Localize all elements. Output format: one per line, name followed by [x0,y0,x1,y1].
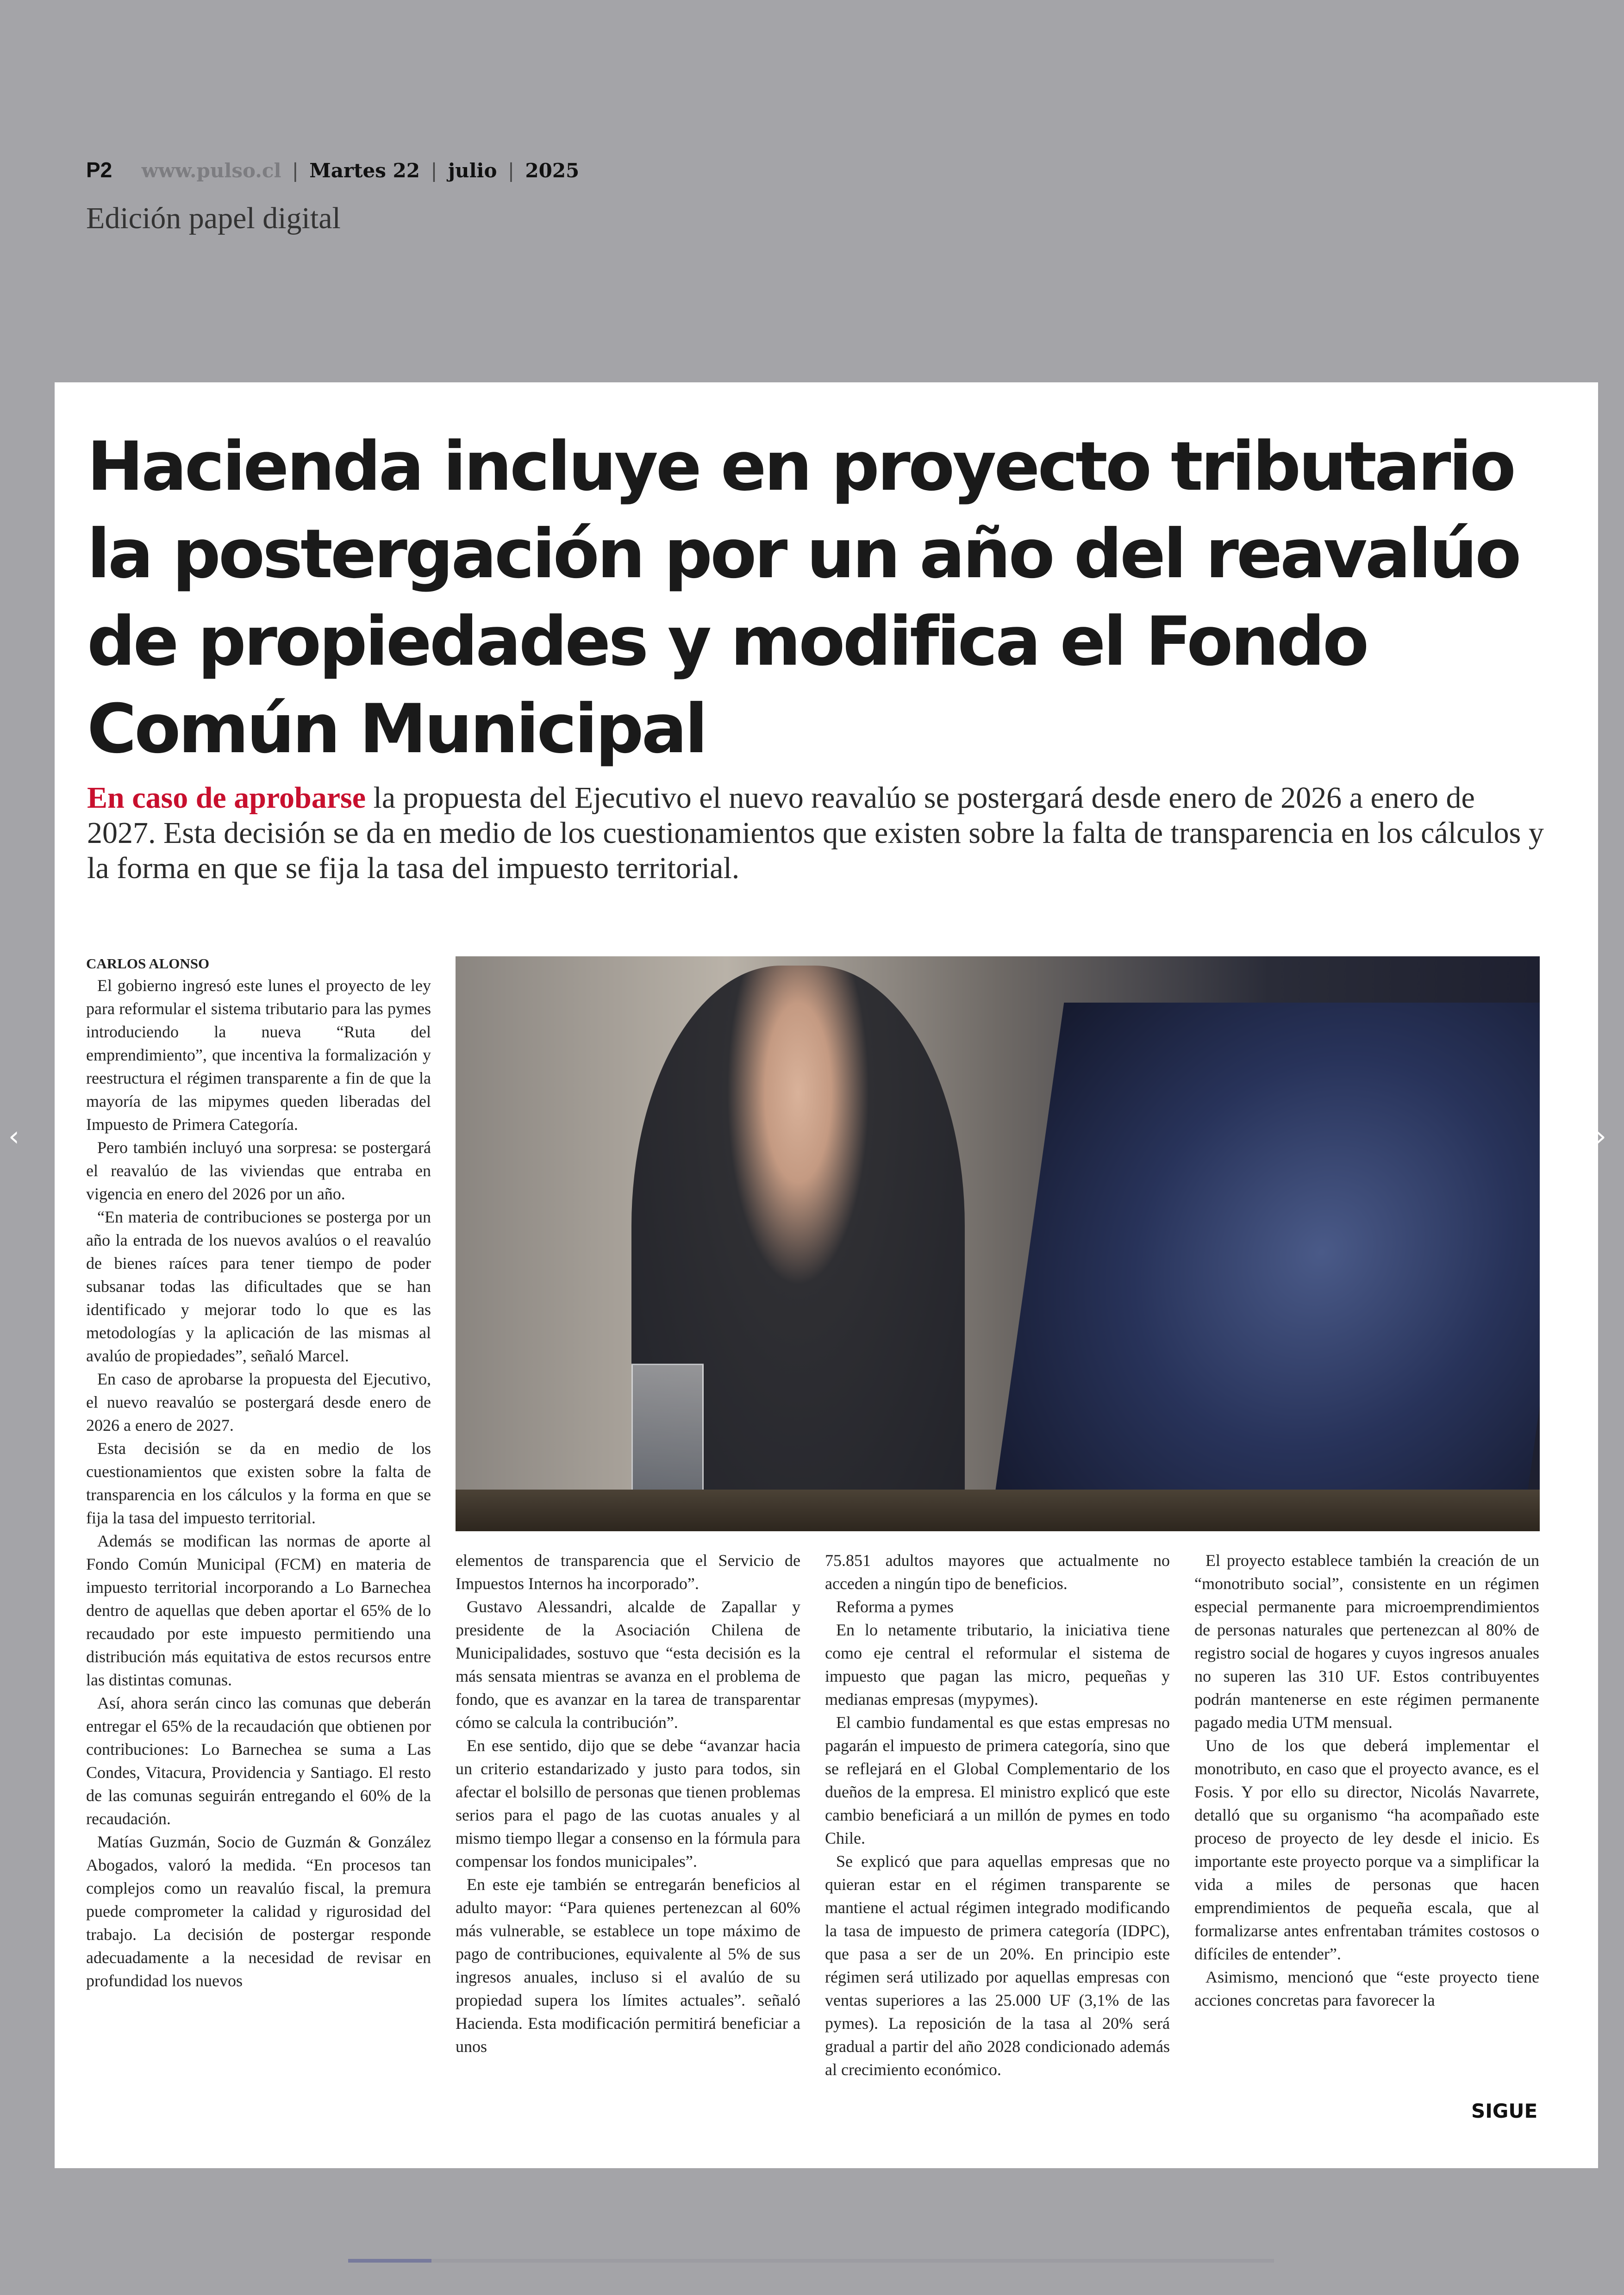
page-progress-fill [348,2259,431,2263]
paragraph: Asimismo, mencionó que “este proyecto tiene acciones concretas para favorecer la [1194,1968,1539,2009]
paragraph: Gustavo Alessandri, alcalde de Zapallar y presidente de la Asociación Chilena de Municipalidades, sostuvo que “esta decisión es la más sensata mientras se avanza en el problema de fondo, que es avanzar en la tarea de transparentar cómo se calcula la contribución”. [456,1597,800,1732]
paragraph: Pero también incluyó una sorpresa: se postergará el reavalúo de las viviendas que entraba en vigencia en enero del 2026 por un año. [86,1138,431,1203]
article-column-1 [86,974,431,1992]
deck-text: la propuesta del Ejecutivo el nuevo reavalúo se postergará desde enero de 2026 a enero de 2027. Esta decisión se da en medio de los cuestionamientos que existen sobre la falta de transparencia en los cálculos y la forma en que se fija la tasa del impuesto territorial. [87,781,1544,885]
edition-label: Edición papel digital [86,201,341,235]
paragraph: 75.851 adultos mayores que actualmente no acceden a ningún tipo de beneficios. [825,1551,1170,1593]
paragraph: Además se modifican las normas de aporte al Fondo Común Municipal (FCM) en materia de impuesto territorial incorporando a Lo Barnechea dentro de aquellas que deben aportar el 65% de lo recaudado por este impuesto permitiendo una distribución más equitativa de estos recursos entre las distintas comunas. [86,1532,431,1689]
paragraph: El cambio fundamental es que estas empresas no pagarán el impuesto de primera categoría, sino que se reflejará en el Global Complementario de los dueños de la empresa. El ministro explicó que este cambio beneficiará a un millón de pymes en todo Chile. [825,1713,1170,1847]
page-number: P2 [86,158,112,182]
paragraph: elementos de transparencia que el Servicio de Impuestos Internos ha incorporado”. [456,1551,800,1593]
site-url[interactable]: www.pulso.cl [141,159,281,182]
page-progress-track[interactable] [348,2259,1274,2263]
page-header [86,157,734,236]
paragraph: En ese sentido, dijo que se debe “avanzar hacia un criterio estandarizado y justo para todos, sin afectar el bolsillo de personas que tienen problemas serios para el pago de las cuotas anuales y al mismo tiempo llegar a consenso en la fórmula para compensar los fondos municipales”. [456,1736,800,1871]
paragraph: El proyecto establece también la creación de un “monotributo social”, consistente en un régimen especial permanente para microemprendimientos de personas naturales que pertenezcan al 80% de registro social de hogares y cuyos ingresos anuales no superen las 310 UF. Estos contribuyentes podrán mantenerse en este régimen permanente pagado media UTM mensual. [1194,1551,1539,1732]
article-column-2 [456,1549,800,2058]
paragraph: Se explicó que para aquellas empresas que no quieran estar en el régimen transparente se mantiene el actual régimen integrado modificando la tasa de impuesto de primera categoría (IDPC), que pasa a ser de un 20%. En principio este régimen será utilizado por aquellas empresas con ventas superiores a las 25.000 UF (3,1% de las pymes). La reposición de la tasa al 20% será gradual a partir del año 2028 condicionado además al crecimiento económico. [825,1852,1170,2079]
article-byline: CARLOS ALONSO [86,955,210,972]
prev-page-icon[interactable]: ‹ [8,1120,19,1153]
newspaper-page [55,382,1598,2168]
paragraph: Uno de los que deberá implementar el monotributo, en caso que el proyecto avance, es el Fosis. Y por ello su director, Nicolás Navarrete, detalló que su organismo “ha acompañado este proceso de proyecto de ley desde el inicio. Es importante este proyecto porque va a simplificar la vida a miles de personas que hacen emprendimientos de pequeña escala, que al formalizarse antes enfrentaban trámites costosos o difíciles de entender”. [1194,1736,1539,1963]
article-headline: Hacienda incluye en proyecto tributario la postergación por un año del reavalúo de propiedades y modifica el Fondo Común Municipal [87,427,1519,768]
paragraph: “En materia de contribuciones se posterga por un año la entrada de los nuevos avalúos o el reavalúo de bienes raíces para tener tiempo de poder subsanar todas las dificultades que se han identificado y mejorar todo lo que es las metodologías y la aplicación de las mismas al avalúo de propiedades”, señaló Marcel. [86,1208,431,1365]
next-page-icon[interactable]: › [1595,1120,1606,1153]
article-column-3 [825,1549,1170,2081]
paragraph: En caso de aprobarse la propuesta del Ejecutivo, el nuevo reavalúo se postergará desde enero de 2026 a enero de 2027. [86,1370,431,1434]
separator: | [431,159,437,182]
page-meta-line [86,157,734,182]
paragraph: Matías Guzmán, Socio de Guzmán & González Abogados, valoró la medida. “En procesos tan complejos como un reavalúo fiscal, la premura puede comprometer la calidad y rigurosidad del trabajo. La decisión de postergar responde adecuadamente a la necesidad de revisar en profundidad los nuevos [86,1833,431,1990]
photo-desk [456,1490,1540,1531]
date-day: Martes 22 [309,159,420,182]
separator: | [507,159,515,182]
article-photo [456,956,1540,1531]
date-year: 2025 [525,159,580,182]
separator: | [292,159,299,182]
continue-label: SIGUE [1471,2100,1538,2122]
section-subhead: Reforma a pymes [836,1597,954,1616]
paragraph: En lo netamente tributario, la iniciativa tiene como eje central el reformular el sistema de impuesto que pagan las micro, pequeñas y medianas empresas (mypymes). [825,1621,1170,1709]
date-month: julio [448,159,497,182]
paragraph: Esta decisión se da en medio de los cuestionamientos que existen sobre la falta de transparencia en los cálculos y la forma en que se fija la tasa del impuesto territorial. [86,1439,431,1527]
article-deck [87,780,1550,886]
article-column-4 [1194,1549,1539,2012]
paragraph: El gobierno ingresó este lunes el proyecto de ley para reformular el sistema tributario para las pymes introduciendo la nueva “Ruta del emprendimiento”, que incentiva la formalización y reestructura el régimen transparente a fin de que la mayoría de las mipymes queden liberadas del Impuesto de Primera Categoría. [86,976,431,1134]
paragraph: Así, ahora serán cinco las comunas que deberán entregar el 65% de la recaudación que obtienen por contribuciones: Lo Barnechea se suma a Las Condes, Vitacura, Providencia y Santiago. El resto de las comunas seguirán entregando el 60% de la recaudación. [86,1694,431,1828]
paragraph: En este eje también se entregarán beneficios al adulto mayor: “Para quienes pertenezcan al 60% más vulnerable, se establece un tope máximo de pago de contribuciones, equivalente al 5% de sus ingresos anuales, incluso si el avalúo de su propiedad supera los límites actuales”. señaló Hacienda. Esta modificación permitirá beneficiar a unos [456,1875,800,2056]
deck-lead: En caso de aprobarse [87,781,366,815]
photo-laptop-screen [986,1003,1540,1531]
